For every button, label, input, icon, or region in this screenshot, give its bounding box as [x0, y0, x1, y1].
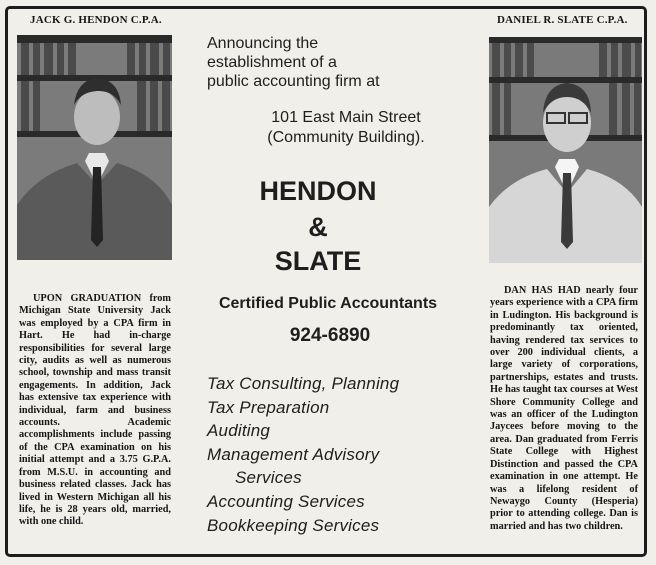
- address-line: (Community Building).: [267, 129, 425, 146]
- left-partner-bio: UPON GRADUATION from Michigan State University Jack was employed by a CPA firm in Hart. He had in-charge responsibilities for several large city, audits as well as numerous school, township and mass transit engagements. In addition, Jack has extensive tax experience with individual, farm and business accounts. Academic accomplishments include passing of the CPA examination on his initial attempt and a 3.75 G.P.A. from M.S.U. in accounting and business related classes. Jack has lived in Western Michigan all his life, he is 28 years old, married, with one child.: [19, 293, 171, 528]
- services-list: [207, 372, 447, 537]
- address-line: 101 East Main Street: [271, 109, 421, 126]
- service-item: Accounting Services: [207, 491, 365, 511]
- left-partner-name: JACK G. HENDON C.P.A.: [30, 14, 162, 26]
- announce-line: public accounting firm at: [207, 73, 380, 90]
- left-partner-photo: [17, 35, 172, 260]
- service-item: Bookkeeping Services: [207, 515, 380, 535]
- service-item: Tax Consulting, Planning: [207, 374, 400, 393]
- service-item: Services: [235, 468, 302, 488]
- announcement-text: [207, 34, 467, 91]
- service-item: Management Advisory: [207, 444, 380, 464]
- announce-line: establishment of a: [207, 54, 337, 71]
- right-partner-name: DANIEL R. SLATE C.P.A.: [497, 14, 628, 26]
- service-item: Auditing: [207, 421, 271, 441]
- firm-name-line: SLATE: [274, 246, 362, 276]
- right-partner-bio: DAN HAS HAD nearly four years experience with a CPA firm in Ludington. His background is predominantly tax oriented, having rendered tax services to over 200 individual clients, a large variety of corporations, partnerships, estates and trusts. He has taught tax courses at West Shore Community College and was an officer of the Ludington Jaycees before moving to the area. Dan graduated from Ferris State College with Highest Distinction and passed the CPA examination in one attempt. He was a lifelong resident of Newaygo County (Hesperia) prior to attending college. Dan is married and has two children.: [490, 285, 638, 532]
- right-partner-photo: [489, 37, 642, 263]
- firm-name-line: HENDON: [259, 176, 377, 206]
- firm-name-ampersand: &: [308, 212, 328, 242]
- announce-line: Announcing the: [207, 35, 319, 52]
- phone-number: 924-6890: [289, 325, 371, 346]
- firm-subtitle: Certified Public Accountants: [218, 295, 438, 312]
- address: [231, 108, 461, 148]
- service-item: Tax Preparation: [207, 397, 330, 417]
